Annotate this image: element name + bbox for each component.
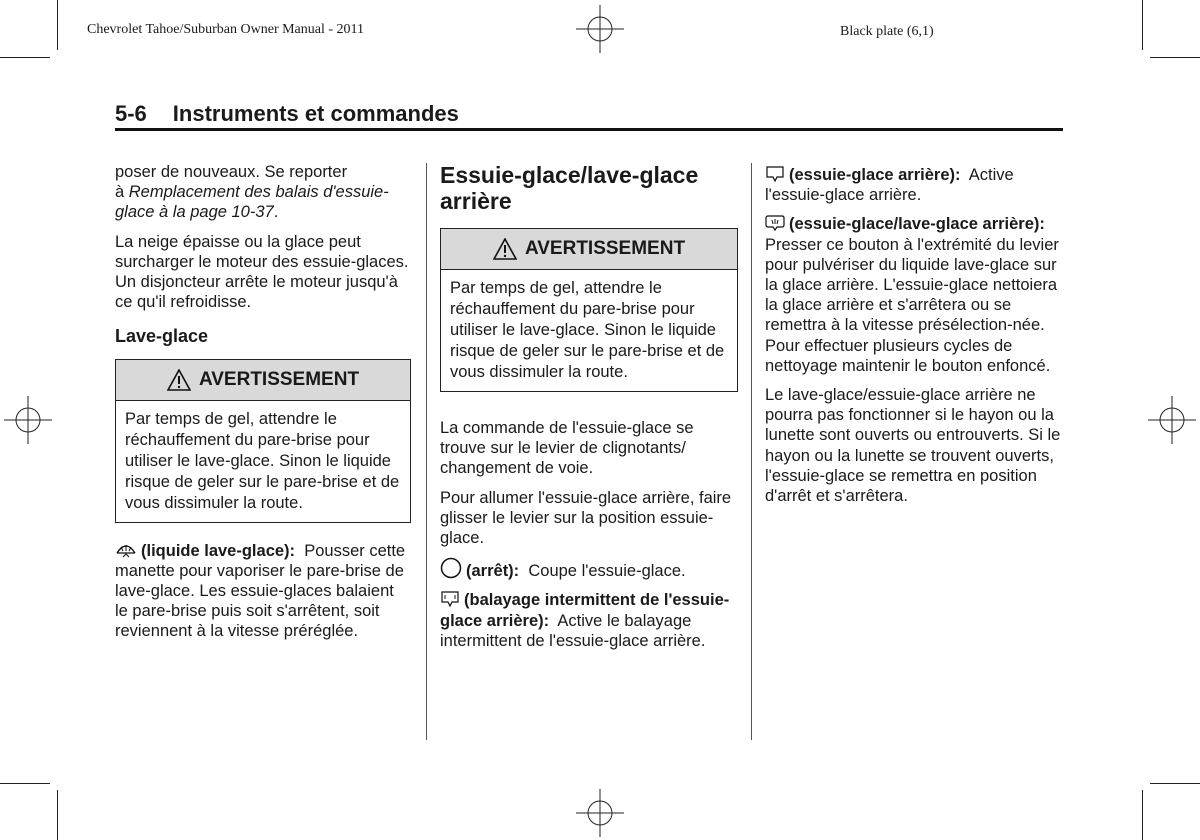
control-description: Coupe l'essuie-glace. xyxy=(528,562,686,581)
warning-box xyxy=(115,359,411,523)
control-label: (balayage intermittent de l'essuie-glace arrière): xyxy=(440,591,730,630)
crop-mark xyxy=(1150,57,1200,58)
crop-mark xyxy=(1142,790,1143,840)
header-plate: Black plate (6,1) xyxy=(840,24,934,39)
control-description: Pousser cette manette pour vaporiser le pare-brise de lave-glace. Les essuie-glaces balaient le pare-brise puis soit s'arrêtent, soit reviennent à la vitesse préréglée. xyxy=(115,541,406,641)
registration-mark-right xyxy=(1148,396,1196,444)
paragraph: Pour allumer l'essuie-glace arrière, faire glisser le levier sur la position essuie-glace. xyxy=(440,488,732,548)
warning-box xyxy=(440,228,738,392)
warning-triangle-icon xyxy=(167,369,191,391)
control-description: Presser ce bouton à l'extrémité du levier pour pulvériser du liquide lave-glace sur la glace arrière. L'essuie-glace nettoiera la glace arrière et s'arrêtera ou se remettra à la vitesse présélection-née. Pour effectuer plusieurs cycles de nettoyage maintenir le bouton enfoncé. xyxy=(765,235,1059,375)
warning-header xyxy=(441,229,737,270)
crop-mark xyxy=(0,783,50,784)
control-item xyxy=(765,214,1065,376)
warning-title: AVERTISSEMENT xyxy=(198,368,360,390)
subheading-lave-glace: Lave-glace xyxy=(115,326,209,347)
washer-fluid-icon xyxy=(115,541,137,559)
control-item xyxy=(765,165,1065,205)
control-label: (essuie-glace arrière): xyxy=(789,166,961,184)
section-number: 5-6 xyxy=(115,101,147,126)
text: . xyxy=(273,203,279,222)
control-description: Active le balayage intermittent de l'essuie-glace arrière. xyxy=(440,611,706,650)
paragraph: La neige épaisse ou la glace peut surcharger le moteur des essuie-glaces. Un disjoncteur arrête le moteur jusqu'à ce qu'il refroidisse. xyxy=(115,232,409,312)
control-description: Active l'essuie-glace arrière. xyxy=(765,166,1014,205)
column-2 xyxy=(440,162,738,660)
warning-triangle-icon xyxy=(493,238,517,260)
column-1 xyxy=(115,162,411,651)
control-label: (essuie-glace/lave-glace arrière): xyxy=(789,215,1045,234)
section-rule xyxy=(115,128,1063,131)
rear-washer-icon xyxy=(765,214,785,232)
paragraph: Le lave-glace/essuie-glace arrière ne pourra pas fonctionner si le hayon ou la lunette sont ouverts ou entrouverts. Si le hayon ou la lunette se trouvent ouverts, l'essuie-glace se remettra en position d'arrêt et s'arrêtera. xyxy=(765,386,1061,506)
crop-mark xyxy=(57,0,58,50)
heading-rear-wiper: Essuie-glace/lave-glace arrière xyxy=(440,162,699,214)
column-3 xyxy=(765,165,1065,515)
rear-wiper-intermittent-icon xyxy=(440,590,460,608)
text: poser de nouveaux. Se reporter xyxy=(115,163,348,181)
crop-mark xyxy=(0,57,50,58)
warning-text: Par temps de gel, attendre le réchauffement du pare-brise pour utiliser le lave-glace. Sinon le liquide risque de geler sur le pare-brise et de vous dissimuler la route. xyxy=(125,409,400,512)
warning-header xyxy=(116,360,410,401)
registration-mark-left xyxy=(4,396,52,444)
off-circle-icon xyxy=(440,557,462,579)
control-label: (liquide lave-glace): xyxy=(141,541,296,560)
rear-wiper-icon xyxy=(765,165,785,183)
crop-mark xyxy=(1150,783,1200,784)
column-divider xyxy=(426,163,427,740)
section-name: Instruments et commandes xyxy=(172,101,459,126)
text: à xyxy=(115,183,129,202)
registration-mark-top xyxy=(576,5,624,53)
registration-mark-bottom xyxy=(576,789,624,837)
section-title xyxy=(115,101,459,127)
paragraph: La commande de l'essuie-glace se trouve sur le levier de clignotants/ changement de voie. xyxy=(440,419,694,478)
warning-text: Par temps de gel, attendre le réchauffement du pare-brise pour utiliser le lave-glace. Sinon le liquide risque de geler sur le pare-brise et de vous dissimuler la route. xyxy=(450,279,725,381)
warning-title: AVERTISSEMENT xyxy=(524,237,686,259)
crop-mark xyxy=(57,790,58,840)
header-manual-title: Chevrolet Tahoe/Suburban Owner Manual - 2011 xyxy=(87,22,365,37)
control-label: (arrêt): xyxy=(466,562,520,581)
column-divider xyxy=(751,163,752,740)
paragraph xyxy=(115,162,411,223)
crop-mark xyxy=(1142,0,1143,50)
control-item xyxy=(440,590,738,651)
control-item xyxy=(440,557,738,581)
control-item xyxy=(115,541,411,642)
cross-reference[interactable]: Remplacement des balais d'essuie-glace à la page 10-37 xyxy=(115,183,389,222)
